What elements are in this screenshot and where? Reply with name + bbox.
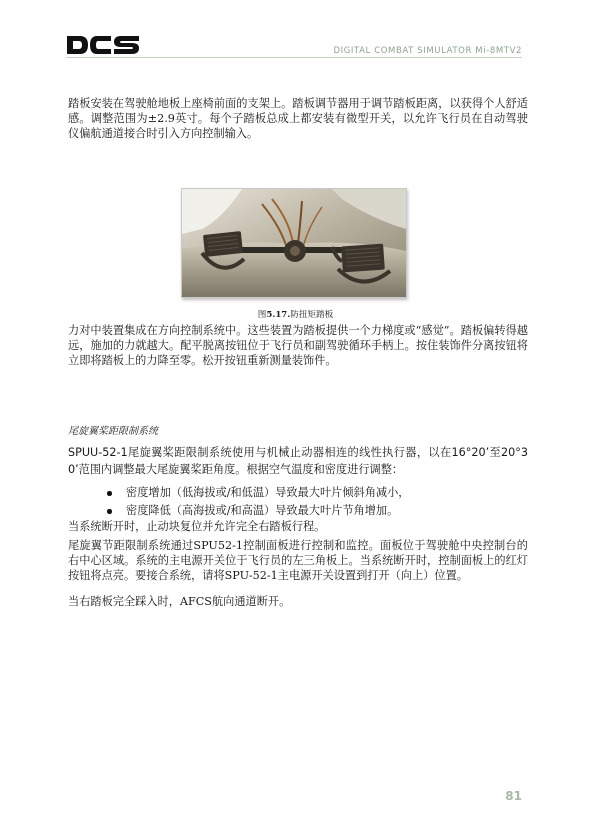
paragraph-force-centering: 力对中装置集成在方向控制系统中。这些装置为踏板提供一个力梯度或“感觉”。踏板偏转得越远，施加的力就越大。配平脱离按钮位于飞行员和副驾驶循环手柄上。按住装饰件分离按钮将立即将踏板上的力降至零。松开按钮重新测量装饰件。 (68, 324, 528, 368)
page-number: 81 (505, 789, 522, 803)
figure-caption (0, 308, 591, 320)
caption-text: 防扭矩踏板 (290, 310, 334, 320)
paragraph-pedal-mounting: 踏板安装在驾驶舱地板上座椅前面的支架上。踏板调节器用于调节踏板距离，以获得个人舒适感。调整范围为±2.9英寸。每个子踏板总成上都安装有微型开关，以允许飞行员在自动驾驶仪偏航通道接合时引入方向控制输入。 (68, 97, 528, 141)
anti-torque-pedals-photo (181, 188, 407, 298)
header-title: DIGITAL COMBAT SIMULATOR Mi-8MTV2 (333, 46, 522, 56)
list-item: 密度增加（低海拔或/和低温）导致最大叶片倾斜角减小， (98, 484, 409, 502)
caption-number: 5.17. (266, 310, 291, 320)
caption-prefix: 图 (257, 310, 267, 320)
paragraph-spuu-intro: SPUU-52-1尾旋翼桨距限制系统使用与机械止动器相连的线性执行器，以在16°20’至20°30’范围内调整最大尾旋翼桨距角度。根据空气温度和密度进行调整： (68, 446, 528, 476)
list-item: 密度降低（高海拔或/和高温）导致最大叶片节角增加。 (98, 502, 409, 520)
paragraph-control-panel: 尾旋翼节距限制系统通过SPU52-1控制面板进行控制和监控。面板位于驾驶舱中央控制台的右中心区域。系统的主电源开关位于飞行员的左三角板上。当系统断开时，控制面板上的红灯按钮将点亮。要接合系统，请将SPU-52-1主电源开关设置到打开（向上）位置。 (68, 539, 528, 583)
dcs-logo (66, 33, 140, 57)
density-bullet-list (98, 484, 409, 520)
paragraph-afcs: 当右踏板完全踩入时，AFCS航向通道断开。 (68, 595, 291, 608)
section-title: 尾旋翼桨距限制系统 (68, 426, 158, 437)
paragraph-system-off: 当系统断开时，止动块复位并允许完全右踏板行程。 (68, 520, 326, 533)
header-divider (66, 57, 522, 58)
